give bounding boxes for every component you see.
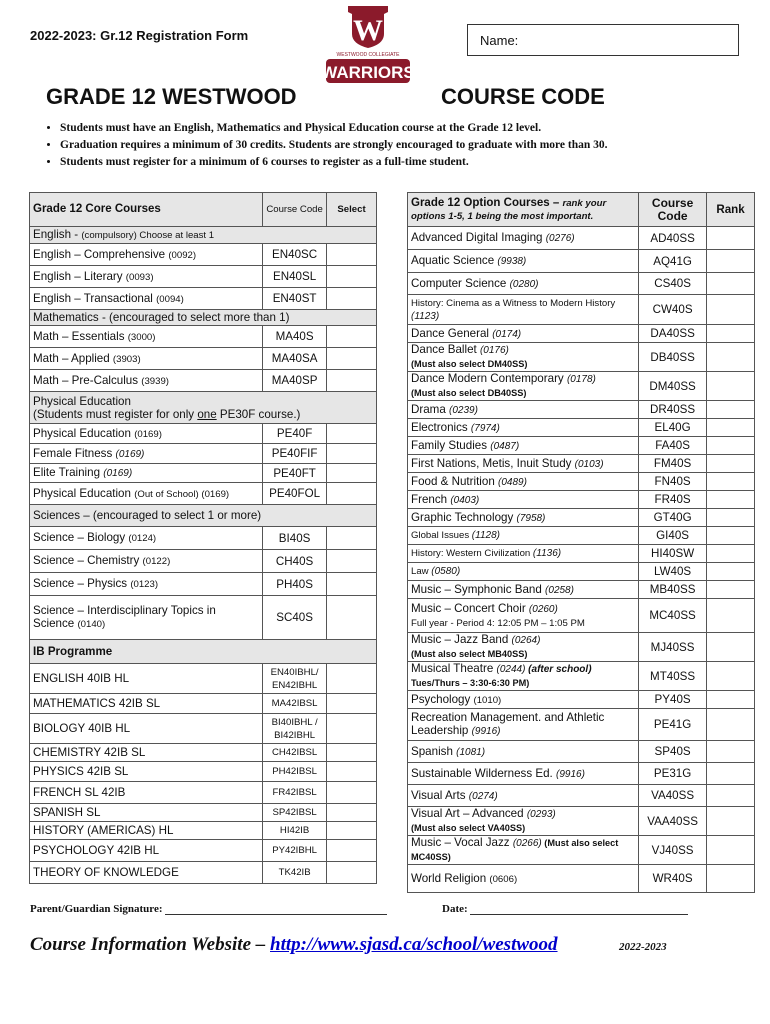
course-code: VJ40SS xyxy=(639,836,707,865)
select-cell[interactable] xyxy=(327,244,377,266)
select-cell[interactable] xyxy=(327,266,377,288)
course-code: GT40G xyxy=(639,509,707,527)
ib-section-title: IB Programme xyxy=(30,640,377,664)
footer-year: 2022-2023 xyxy=(619,941,667,953)
ib-course-name: SPANISH SL xyxy=(30,804,263,822)
course-code: AQ41G xyxy=(639,250,707,273)
ib-course-name: ENGLISH 40IB HL xyxy=(30,664,263,694)
rank-cell[interactable] xyxy=(707,865,755,893)
signature-line[interactable] xyxy=(165,904,387,915)
course-name: Science – Interdisciplinary Topics in Science (0140) xyxy=(30,596,263,640)
course-code: PE40FIF xyxy=(263,444,327,464)
course-code: MB40SS xyxy=(639,581,707,599)
sciences-section-title: Sciences – (encouraged to select 1 or more) xyxy=(30,505,377,527)
select-cell[interactable] xyxy=(327,596,377,640)
course-code: EN40IBHL/ EN42IBHL xyxy=(263,664,327,694)
requirement-item: • Graduation requires a minimum of 30 credits. Students are strongly encouraged to graduate with more than 30. xyxy=(60,137,608,154)
rank-cell[interactable] xyxy=(707,250,755,273)
rank-cell[interactable] xyxy=(707,662,755,691)
core-courses-table xyxy=(29,192,377,884)
ib-course-name: HISTORY (AMERICAS) HL xyxy=(30,822,263,840)
course-name: Math – Pre-Calculus (3939) xyxy=(30,370,263,392)
select-cell[interactable] xyxy=(327,370,377,392)
course-code: FR42IBSL xyxy=(263,782,327,804)
option-course-name: Music – Vocal Jazz (0266) (Must also select MC40SS) xyxy=(408,836,639,865)
course-name: Elite Training (0169) xyxy=(30,464,263,483)
select-cell[interactable] xyxy=(327,444,377,464)
option-header-rank: Rank xyxy=(707,193,755,227)
option-course-name: French (0403) xyxy=(408,491,639,509)
course-name: English – Comprehensive (0092) xyxy=(30,244,263,266)
signature-row xyxy=(30,903,387,915)
course-code: CS40S xyxy=(639,273,707,295)
select-cell[interactable] xyxy=(327,714,377,744)
date-line[interactable] xyxy=(470,904,688,915)
select-cell[interactable] xyxy=(327,804,377,822)
option-course-name: History: Cinema as a Witness to Modern History (1123) xyxy=(408,295,639,325)
name-label: Name: xyxy=(480,33,519,48)
option-course-name: Psychology (1010) xyxy=(408,691,639,709)
option-course-name: Visual Arts (0274) xyxy=(408,785,639,807)
course-code: CW40S xyxy=(639,295,707,325)
course-code: PY42IBHL xyxy=(263,840,327,862)
select-cell[interactable] xyxy=(327,744,377,762)
course-code: LW40S xyxy=(639,563,707,581)
option-course-name: Music – Concert Choir (0260) Full year - Period 4: 12:05 PM – 1:05 PM xyxy=(408,599,639,633)
logo-subtitle: WESTWOOD COLLEGIATE xyxy=(336,52,400,58)
course-code: DR40SS xyxy=(639,401,707,419)
course-code: VA40SS xyxy=(639,785,707,807)
course-code: CH40S xyxy=(263,550,327,573)
option-course-name: Electronics (7974) xyxy=(408,419,639,437)
date-row xyxy=(442,903,688,915)
option-course-name: Global Issues (1128) xyxy=(408,527,639,545)
rank-cell[interactable] xyxy=(707,563,755,581)
website-link[interactable]: http://www.sjasd.ca/school/westwood xyxy=(270,934,558,955)
ib-course-name: CHEMISTRY 42IB SL xyxy=(30,744,263,762)
ib-course-name: PHYSICS 42IB SL xyxy=(30,762,263,782)
select-cell[interactable] xyxy=(327,348,377,370)
rank-cell[interactable] xyxy=(707,509,755,527)
select-cell[interactable] xyxy=(327,762,377,782)
rank-cell[interactable] xyxy=(707,401,755,419)
pe-section-title: Physical Education (Students must register for only one PE30F course.) xyxy=(30,392,377,424)
rank-cell[interactable] xyxy=(707,527,755,545)
option-course-name: Music – Jazz Band (0264) (Must also select MB40SS) xyxy=(408,633,639,662)
rank-cell[interactable] xyxy=(707,295,755,325)
rank-cell[interactable] xyxy=(707,633,755,662)
select-cell[interactable] xyxy=(327,424,377,444)
course-code: DM40SS xyxy=(639,372,707,401)
course-code: MJ40SS xyxy=(639,633,707,662)
course-name: Female Fitness (0169) xyxy=(30,444,263,464)
ib-course-name: PSYCHOLOGY 42IB HL xyxy=(30,840,263,862)
course-code: HI42IB xyxy=(263,822,327,840)
rank-cell[interactable] xyxy=(707,273,755,295)
course-code: PE40FOL xyxy=(263,483,327,505)
core-header-code: Course Code xyxy=(263,193,327,227)
option-course-name: Spanish (1081) xyxy=(408,741,639,763)
select-cell[interactable] xyxy=(327,782,377,804)
option-header-code: Course Code xyxy=(639,193,707,227)
select-cell[interactable] xyxy=(327,550,377,573)
select-cell[interactable] xyxy=(327,288,377,310)
ib-course-name: FRENCH SL 42IB xyxy=(30,782,263,804)
option-course-name: Drama (0239) xyxy=(408,401,639,419)
rank-cell[interactable] xyxy=(707,227,755,250)
option-course-name: Family Studies (0487) xyxy=(408,437,639,455)
select-cell[interactable] xyxy=(327,464,377,483)
select-cell[interactable] xyxy=(327,822,377,840)
ib-course-name: MATHEMATICS 42IB SL xyxy=(30,694,263,714)
rank-cell[interactable] xyxy=(707,785,755,807)
option-course-name: First Nations, Metis, Inuit Study (0103) xyxy=(408,455,639,473)
core-header-course: Grade 12 Core Courses xyxy=(30,193,263,227)
course-code: PE41G xyxy=(639,709,707,741)
course-code: PE40F xyxy=(263,424,327,444)
course-code: MT40SS xyxy=(639,662,707,691)
logo-letter: W xyxy=(353,14,383,47)
rank-cell[interactable] xyxy=(707,491,755,509)
course-code: MC40SS xyxy=(639,599,707,633)
course-code: MA40S xyxy=(263,326,327,348)
course-code: FR40S xyxy=(639,491,707,509)
course-code: PY40S xyxy=(639,691,707,709)
course-code: EN40SC xyxy=(263,244,327,266)
math-section-title: Mathematics - (encouraged to select more than 1) xyxy=(30,310,377,326)
course-name: Science – Chemistry (0122) xyxy=(30,550,263,573)
course-code: HI40SW xyxy=(639,545,707,563)
course-code: WR40S xyxy=(639,865,707,893)
ib-course-name: BIOLOGY 40IB HL xyxy=(30,714,263,744)
course-code: GI40S xyxy=(639,527,707,545)
select-cell[interactable] xyxy=(327,664,377,694)
option-course-name: Dance Modern Contemporary (0178) (Must also select DB40SS) xyxy=(408,372,639,401)
select-cell[interactable] xyxy=(327,862,377,884)
course-code: PE40FT xyxy=(263,464,327,483)
option-course-name: Musical Theatre (0244) (after school) Tues/Thurs – 3:30-6:30 PM) xyxy=(408,662,639,691)
rank-cell[interactable] xyxy=(707,545,755,563)
select-cell[interactable] xyxy=(327,483,377,505)
option-course-name: Sustainable Wilderness Ed. (9916) xyxy=(408,763,639,785)
rank-cell[interactable] xyxy=(707,709,755,741)
select-cell[interactable] xyxy=(327,527,377,550)
name-field[interactable] xyxy=(467,24,739,56)
course-code: MA40SP xyxy=(263,370,327,392)
option-course-name: Recreation Management. and Athletic Leadership (9916) xyxy=(408,709,639,741)
option-course-name: World Religion (0606) xyxy=(408,865,639,893)
course-code: SP40S xyxy=(639,741,707,763)
rank-cell[interactable] xyxy=(707,599,755,633)
rank-cell[interactable] xyxy=(707,836,755,865)
option-course-name: Law (0580) xyxy=(408,563,639,581)
requirement-item: • Students must have an English, Mathematics and Physical Education course at the Grade 12 level. xyxy=(60,120,608,137)
course-code: AD40SS xyxy=(639,227,707,250)
rank-cell[interactable] xyxy=(707,325,755,343)
date-label: Date: xyxy=(442,903,468,915)
course-code: BI40S xyxy=(263,527,327,550)
course-code: EL40G xyxy=(639,419,707,437)
website-label: Course Information Website – xyxy=(30,934,271,955)
requirements-list xyxy=(34,120,608,171)
signature-label: Parent/Guardian Signature: xyxy=(30,903,163,915)
option-course-name: History: Western Civilization (1136) xyxy=(408,545,639,563)
rank-cell[interactable] xyxy=(707,473,755,491)
form-title: 2022-2023: Gr.12 Registration Form xyxy=(30,28,249,43)
rank-cell[interactable] xyxy=(707,741,755,763)
english-section-title: English - (compulsory) Choose at least 1 xyxy=(30,227,377,244)
rank-cell[interactable] xyxy=(707,691,755,709)
option-course-name: Graphic Technology (7958) xyxy=(408,509,639,527)
logo-text: WARRIORS xyxy=(322,63,414,82)
course-code: FA40S xyxy=(639,437,707,455)
course-name: Math – Applied (3903) xyxy=(30,348,263,370)
rank-cell[interactable] xyxy=(707,581,755,599)
course-code: TK42IB xyxy=(263,862,327,884)
course-code: SP42IBSL xyxy=(263,804,327,822)
course-code: PE31G xyxy=(639,763,707,785)
course-code: PH42IBSL xyxy=(263,762,327,782)
option-course-name: Dance Ballet (0176) (Must also select DM40SS) xyxy=(408,343,639,372)
warriors-logo xyxy=(322,4,414,90)
course-name: English – Transactional (0094) xyxy=(30,288,263,310)
course-name: Science – Biology (0124) xyxy=(30,527,263,550)
rank-cell[interactable] xyxy=(707,763,755,785)
rank-cell[interactable] xyxy=(707,419,755,437)
course-code: DA40SS xyxy=(639,325,707,343)
option-course-name: Dance General (0174) xyxy=(408,325,639,343)
course-code: VAA40SS xyxy=(639,807,707,836)
course-code: EN40SL xyxy=(263,266,327,288)
course-code: MA40SA xyxy=(263,348,327,370)
option-courses-table xyxy=(407,192,755,893)
option-course-name: Aquatic Science (9938) xyxy=(408,250,639,273)
course-name: English – Literary (0093) xyxy=(30,266,263,288)
rank-cell[interactable] xyxy=(707,372,755,401)
rank-cell[interactable] xyxy=(707,343,755,372)
course-name: Physical Education (Out of School) (0169) xyxy=(30,483,263,505)
ib-course-name: THEORY OF KNOWLEDGE xyxy=(30,862,263,884)
course-code: CH42IBSL xyxy=(263,744,327,762)
course-name: Math – Essentials (3000) xyxy=(30,326,263,348)
option-course-name: Food & Nutrition (0489) xyxy=(408,473,639,491)
course-code: FN40S xyxy=(639,473,707,491)
title-grade-12-westwood: GRADE 12 WESTWOOD xyxy=(46,84,297,109)
course-code: EN40ST xyxy=(263,288,327,310)
select-cell[interactable] xyxy=(327,326,377,348)
course-code: BI40IBHL / BI42IBHL xyxy=(263,714,327,744)
select-cell[interactable] xyxy=(327,573,377,596)
course-name: Physical Education (0169) xyxy=(30,424,263,444)
option-course-name: Computer Science (0280) xyxy=(408,273,639,295)
option-course-name: Music – Symphonic Band (0258) xyxy=(408,581,639,599)
rank-cell[interactable] xyxy=(707,455,755,473)
course-code: PH40S xyxy=(263,573,327,596)
course-name: Science – Physics (0123) xyxy=(30,573,263,596)
course-code: SC40S xyxy=(263,596,327,640)
rank-cell[interactable] xyxy=(707,807,755,836)
option-course-name: Advanced Digital Imaging (0276) xyxy=(408,227,639,250)
course-code: MA42IBSL xyxy=(263,694,327,714)
option-course-name: Visual Art – Advanced (0293) (Must also select VA40SS) xyxy=(408,807,639,836)
select-cell[interactable] xyxy=(327,840,377,862)
core-header-select: Select xyxy=(327,193,377,227)
course-info-website xyxy=(30,934,558,956)
course-code: DB40SS xyxy=(639,343,707,372)
rank-cell[interactable] xyxy=(707,437,755,455)
title-course-code: COURSE CODE xyxy=(441,84,605,109)
option-header-course: Grade 12 Option Courses – rank your options 1-5, 1 being the most important. xyxy=(408,193,639,227)
requirement-item: • Students must register for a minimum of 6 courses to register as a full-time student. xyxy=(60,154,608,171)
course-code: FM40S xyxy=(639,455,707,473)
select-cell[interactable] xyxy=(327,694,377,714)
